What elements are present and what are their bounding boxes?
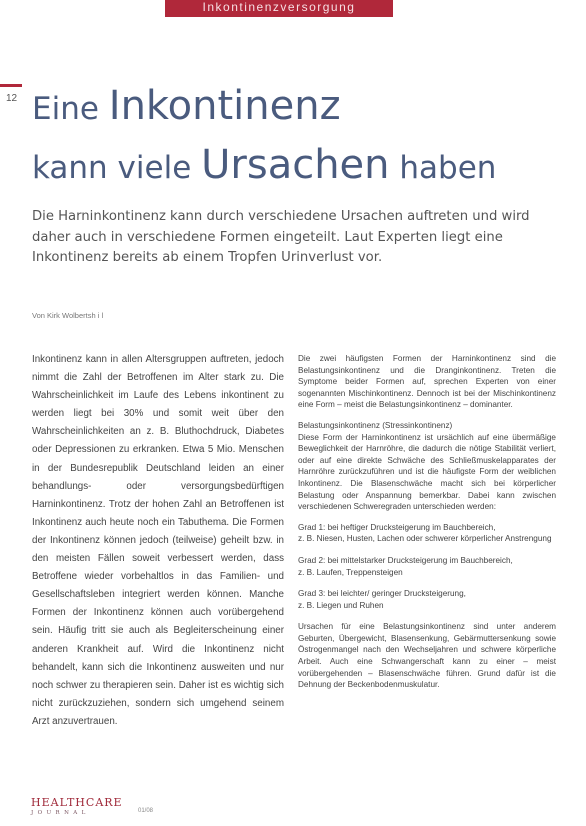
- headline-word: kann viele: [32, 150, 202, 186]
- byline: Von Kirk Wolbertsh i l: [32, 311, 104, 320]
- grade-detail: z. B. Laufen, Treppensteigen: [298, 567, 403, 577]
- headline-line-2: [32, 137, 572, 196]
- grade-item: [298, 555, 556, 578]
- right-intro: Die zwei häufigsten Formen der Harninkontinenz sind die Belastungsinkontinenz und die Dranginkontinenz. Treten die Symptome beider Formen auf, sprechen Experten von einer sogenannten Mischinkontinenz. Dennoch ist bei der Mischinkontinenz eine Form – meist die Belastungsinkontinenz – dominanter.: [298, 354, 556, 410]
- headline-keyword: Ursachen: [201, 142, 390, 188]
- lead-paragraph: Die Harninkontinenz kann durch verschiedene Ursachen auftreten und wird daher auch in verschiedene Formen eingeteilt. Laut Experten liegt eine Inkontinenz bereits ab einem Tropfen Urinverlust vor.: [32, 209, 530, 265]
- body-right-column: [298, 353, 556, 700]
- headline-word: haben: [389, 150, 497, 186]
- logo-sub: JOURNAL: [31, 810, 90, 816]
- page-marker: [0, 84, 22, 87]
- right-outro: Ursachen für eine Belastungsinkontinenz sind unter anderem Geburten, Übergewicht, Blasensenkung, Gebärmuttersenkung sowie Östrogenmangel nach den Wechseljahren und schwere körperliche Arbeit. Auch eine Schwangerschaft kann zu einer – meist vorübergehenden – Blasenschwäche führen. Grund dafür ist die Dehnung der Beckenbodenmuskulatur.: [298, 622, 556, 690]
- headline-keyword: Inkontinenz: [108, 83, 341, 129]
- section-tab: Inkontinenzversorgung: [165, 0, 393, 17]
- grade-item: [298, 588, 556, 611]
- grade-detail: z. B. Liegen und Ruhen: [298, 600, 384, 610]
- issue-number: 01/08: [138, 808, 154, 814]
- body-left-column: Inkontinenz kann in allen Altersgruppen auftreten, jedoch nimmt die Zahl der Betroffenen im Alter stark zu. Die Wahrscheinlichkeit im Laufe des Lebens inkontinent zu werden liegt bei 30% und somit weit über den Wahrscheinlichkeiten an z. B. Bluthochdruck, Diabetes oder Depressionen zu erkranken. Etwa 5 Mio. Menschen in der Bundesrepublik Deutschland leiden an einer behandlungs- oder versorgungsbedürftigen Harninkontinenz. Trotz der hohen Zahl an Betroffenen ist Inkontinenz auch heute noch ein Tabuthema. Die Formen der Inkontinenz können jedoch (teilweise) geheilt bzw. in den meisten Fällen soweit verbessert werden, dass Betroffene wieder vorbehaltlos in das Familien- und Gesellschaftsleben integriert werden können. Manche Formen der Inkontinenz können auch vorübergehend sein. Häufig tritt sie auch als Begleiterscheinung einer anderen Krankheit auf. Wird die Inkontinenz nicht behandelt, kann sich die Inkontinenz ausweiten und nur noch schwer zu therapieren sein. Daher ist es wichtig sich nicht zurückzuziehen, sondern sich umgehend seinem Arzt anzuvertrauen.: [32, 354, 284, 727]
- page-number: 12: [6, 93, 18, 104]
- grade-title: Grad 1: bei heftiger Drucksteigerung im Bauchbereich,: [298, 522, 496, 532]
- grade-title: Grad 2: bei mittelstarker Drucksteigerung im Bauchbereich,: [298, 555, 513, 565]
- grade-detail: z. B. Niesen, Husten, Lachen oder schwerer körperlicher Anstrengung: [298, 534, 552, 544]
- grade-title: Grad 3: bei leichter/ geringer Drucksteigerung,: [298, 589, 466, 599]
- logo-main: HEALTHCARE: [31, 796, 123, 809]
- right-description: Diese Form der Harninkontinenz ist ursächlich auf eine übermäßige Beweglichkeit der Harnröhre, die dadurch die nötige Stabilität verliert, oder auf eine direkte Schwäche des Schließmuskelapparates der Harnröhre zurückzuführen und ist die häufigste Form der weiblichen Inkontinenz. Die Blasenschwäche macht sich bei körperlicher Belastung oder Anspannung bemerkbar. Dabei kann zwischen verschiedenen Schweregraden unterschieden werden:: [298, 432, 556, 512]
- right-subhead: Belastungsinkontinenz (Stressinkontinenz): [298, 420, 453, 430]
- grade-item: [298, 522, 556, 545]
- headline: [32, 78, 572, 196]
- headline-line-1: [32, 78, 572, 137]
- headline-word: Eine: [32, 91, 109, 127]
- journal-logo: [31, 797, 121, 817]
